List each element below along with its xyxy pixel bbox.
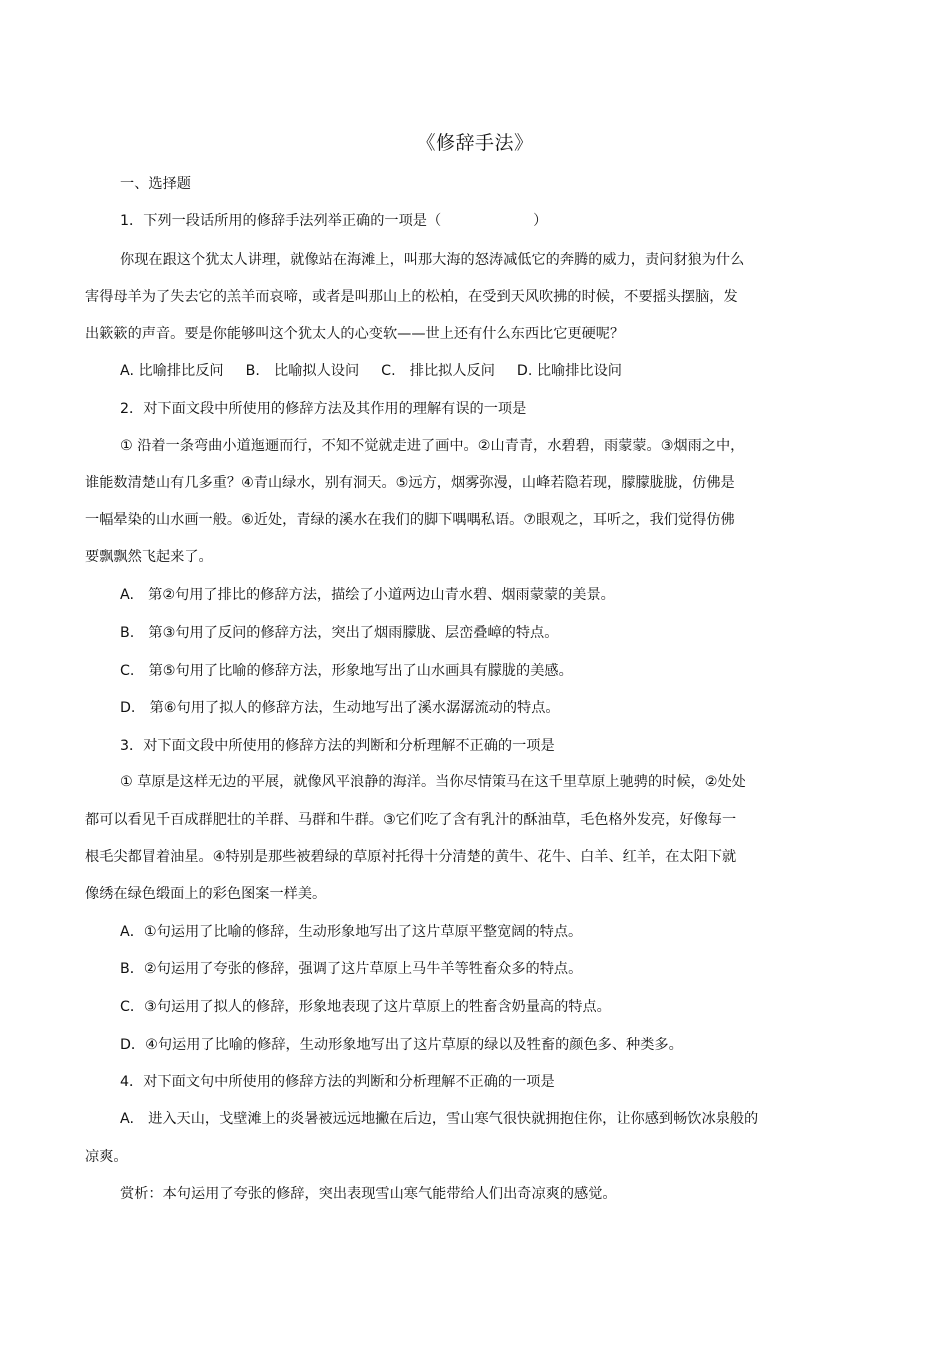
question-3-passage-line: 根毛尖都冒着油星。④特别是那些被碧绿的草原衬托得十分清楚的黄牛、花牛、白羊、红羊，在太阳下就 — [85, 849, 737, 865]
question-2-passage-line: 一幅晕染的山水画一般。⑥近处，青绿的溪水在我们的脚下喁喁私语。⑦眼观之，耳听之，我们觉得仿佛 — [85, 512, 735, 528]
question-4-option-a-line: A. 进入天山，戈壁滩上的炎暑被远远地撇在后边，雪山寒气很快就拥抱住你，让你感到畅饮冰泉般的 — [120, 1111, 759, 1127]
question-1-stem-prefix: 1．下列一段话所用的修辞手法列举正确的一项是（ — [120, 213, 442, 229]
question-2-stem: 2．对下面文段中所使用的修辞方法及其作用的理解有误的一项是 — [120, 401, 527, 417]
question-3-passage-line: ① 草原是这样无边的平展，就像风平浪静的海洋。当你尽情策马在这千里草原上驰骋的时候，②处处 — [120, 774, 746, 790]
question-4-analysis: 赏析：本句运用了夸张的修辞，突出表现雪山寒气能带给人们出奇凉爽的感觉。 — [120, 1186, 617, 1202]
question-1-passage-line: 害得母羊为了失去它的羔羊而哀啼，或者是叫那山上的松柏，在受到天风吹拂的时候，不要摇头摆脑，发 — [85, 289, 738, 305]
question-4-option-a-line: 凉爽。 — [85, 1149, 128, 1165]
question-3-stem: 3．对下面文段中所使用的修辞方法的判断和分析理解不正确的一项是 — [120, 738, 555, 754]
section-heading: 一、选择题 — [120, 176, 191, 192]
question-4-stem: 4．对下面文句中所使用的修辞方法的判断和分析理解不正确的一项是 — [120, 1074, 555, 1090]
question-3-option-b: B．②句运用了夸张的修辞，强调了这片草原上马牛羊等牲畜众多的特点。 — [120, 961, 583, 977]
page-title: 《修辞手法》 — [416, 132, 534, 154]
question-2-option-b: B. 第③句用了反问的修辞方法，突出了烟雨朦胧、层峦叠嶂的特点。 — [120, 625, 559, 641]
question-1-stem — [120, 211, 547, 231]
question-2-passage-line: ① 沿着一条弯曲小道迤逦而行，不知不觉就走进了画中。②山青青，水碧碧，雨蒙蒙。③烟雨之中， — [120, 438, 745, 454]
question-2-passage-line: 要飘飘然飞起来了。 — [85, 549, 213, 565]
option-a: A. 比喻排比反问 — [120, 363, 224, 379]
question-3-option-c: C．③句运用了拟人的修辞，形象地表现了这片草原上的牲畜含奶量高的特点。 — [120, 999, 611, 1015]
question-1-stem-suffix: ） — [533, 213, 548, 229]
question-1-passage-line: 你现在跟这个犹太人讲理，就像站在海滩上，叫那大海的怒涛减低它的奔腾的威力，责问豺狼为什么 — [120, 252, 745, 268]
question-1-options — [120, 361, 622, 381]
question-3-option-d: D．④句运用了比喻的修辞，生动形象地写出了这片草原的绿以及牲畜的颜色多、种类多。 — [120, 1037, 683, 1053]
question-3-passage-line: 像绣在绿色缎面上的彩色图案一样美。 — [85, 886, 327, 902]
question-2-option-c: C. 第⑤句用了比喻的修辞方法，形象地写出了山水画具有朦胧的美感。 — [120, 663, 573, 679]
question-1-passage-line: 出簌簌的声音。要是你能够叫这个犹太人的心变软——世上还有什么东西比它更硬呢？ — [85, 326, 625, 342]
option-b: B. 比喻拟人设问 — [245, 363, 360, 379]
question-2-passage-line: 谁能数清楚山有几多重？④青山绿水，别有洞天。⑤远方，烟雾弥漫，山峰若隐若现，朦朦胧胧，仿佛是 — [85, 475, 735, 491]
option-d: D. 比喻排比设问 — [516, 363, 622, 379]
option-c: C. 排比拟人反问 — [381, 363, 495, 379]
question-2-option-d: D. 第⑥句用了拟人的修辞方法，生动地写出了溪水潺潺流动的特点。 — [120, 700, 560, 716]
question-2-option-a: A. 第②句用了排比的修辞方法，描绘了小道两边山青水碧、烟雨蒙蒙的美景。 — [120, 587, 615, 603]
question-3-option-a: A．①句运用了比喻的修辞，生动形象地写出了这片草原平整宽阔的特点。 — [120, 924, 583, 940]
question-3-passage-line: 都可以看见千百成群肥壮的羊群、马群和牛群。③它们吃了含有乳汁的酥油草，毛色格外发亮，好像每一 — [85, 812, 737, 828]
